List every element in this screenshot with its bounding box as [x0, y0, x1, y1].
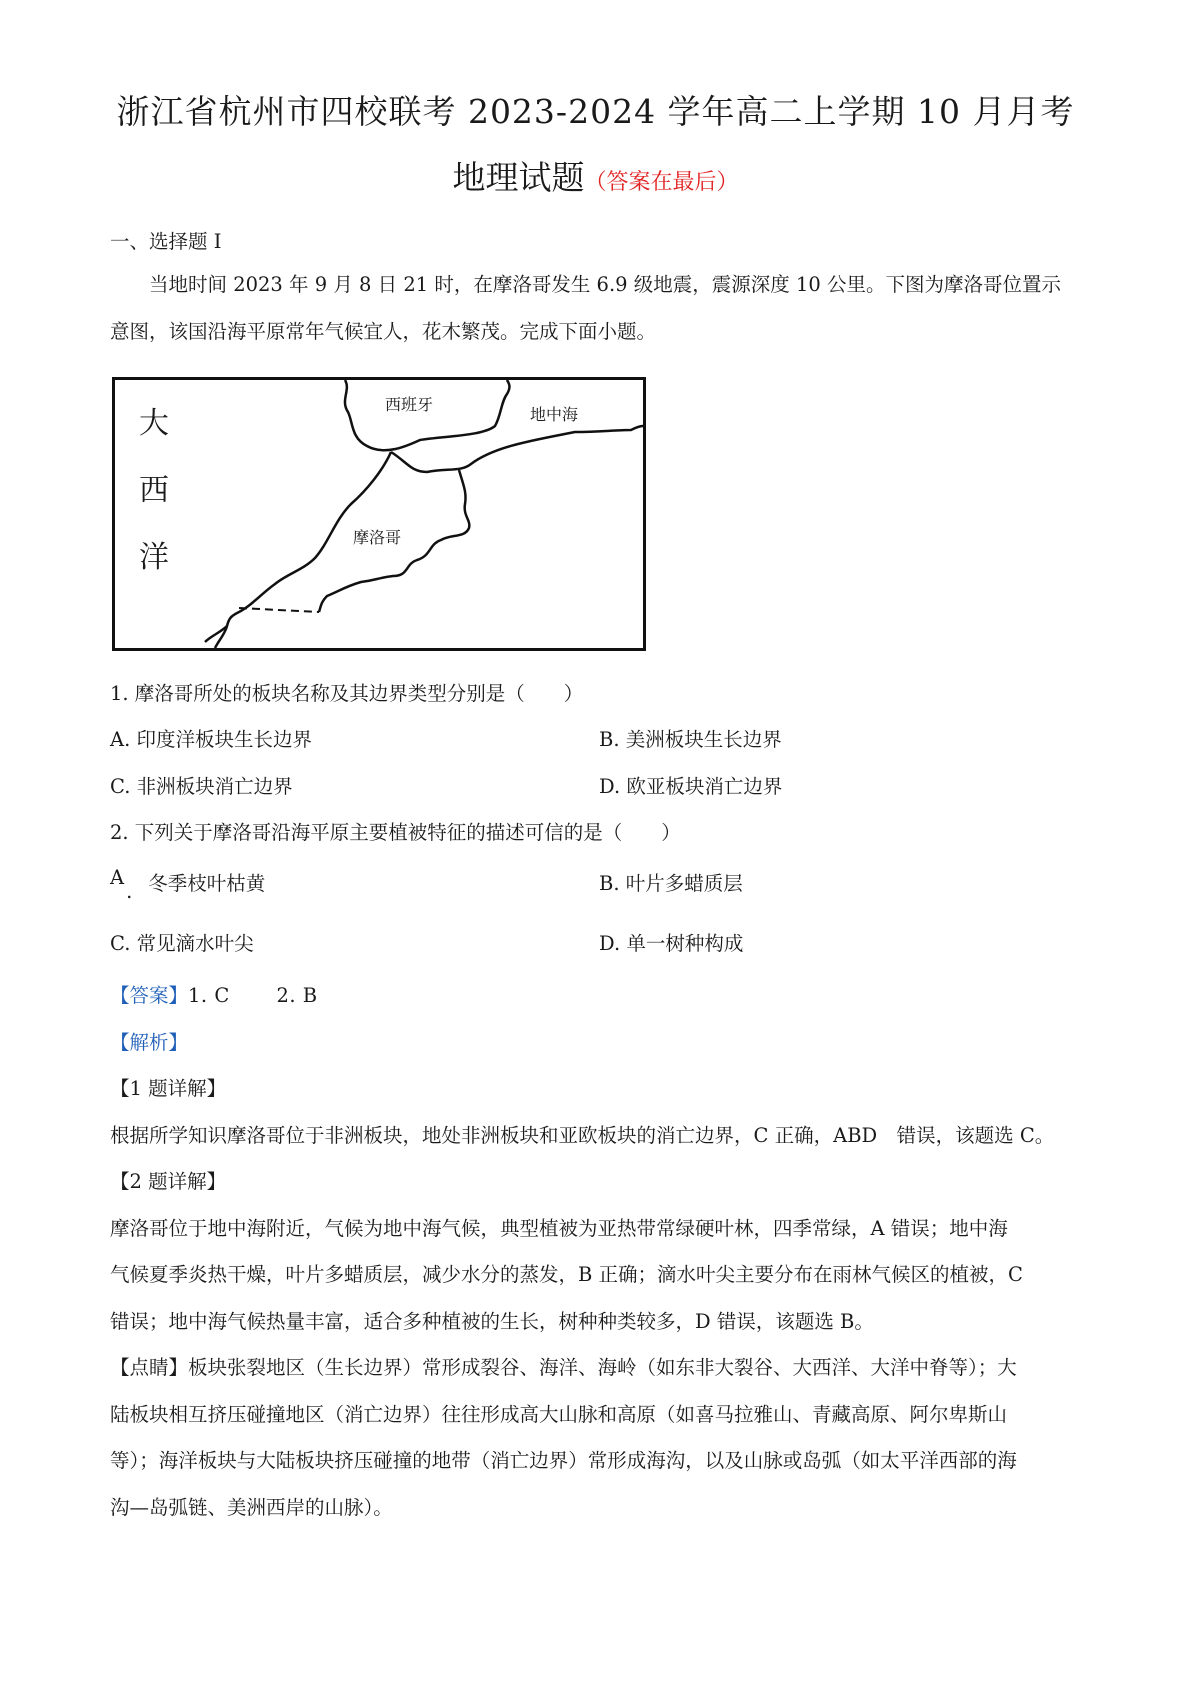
q2-option-d: D. 单一树种构成: [599, 932, 744, 955]
ocean-char-1: 大: [139, 406, 169, 441]
detail-1-text: 根据所学知识摩洛哥位于非洲板块，地处非洲板块和亚欧板块的消亡边界，C 正确，ABD 错误，该题选 C。: [110, 1124, 1055, 1147]
answer-value: 1. C 2. B: [188, 984, 318, 1007]
question-1-stem: 1. 摩洛哥所处的板块名称及其边界类型分别是（ ）: [110, 682, 584, 705]
morocco-location-map: [112, 377, 646, 651]
q1-option-a: A. 印度洋板块生长边界: [110, 728, 312, 751]
q1-option-b: B. 美洲板块生长边界: [599, 728, 782, 751]
section-heading: 一、选择题 I: [110, 230, 222, 253]
q2-option-a-letter: A: [110, 866, 125, 889]
q2-option-b: B. 叶片多蜡质层: [599, 872, 743, 895]
q2-option-a-dot: .: [126, 880, 133, 903]
detail-2-label: 【2 题详解】: [110, 1170, 227, 1193]
label-mediterranean: 地中海: [530, 405, 579, 424]
intro-line-2: 意图，该国沿海平原常年气候宜人，花木繁茂。完成下面小题。: [110, 320, 657, 343]
subtitle-text: 地理试题: [452, 158, 585, 197]
detail-2-line-1: 摩洛哥位于地中海附近，气候为地中海气候，典型植被为亚热带常绿硬叶林，四季常绿，A 错误；地中海: [110, 1217, 1008, 1240]
q1-option-d: D. 欧亚板块消亡边界: [599, 775, 783, 798]
answer-line: [110, 982, 318, 1010]
q1-option-c: C. 非洲板块消亡边界: [110, 775, 293, 798]
page-title: 浙江省杭州市四校联考 2023-2024 学年高二上学期 10 月月考: [116, 92, 1075, 131]
label-morocco: 摩洛哥: [353, 528, 402, 547]
detail-2-line-3: 错误；地中海气候热量丰富，适合多种植被的生长，树种种类较多，D 错误，该题选 B。: [110, 1310, 874, 1333]
question-2-stem: 2. 下列关于摩洛哥沿海平原主要植被特征的描述可信的是（ ）: [110, 821, 681, 844]
intro-line-1: 当地时间 2023 年 9 月 8 日 21 时，在摩洛哥发生 6.9 级地震，震源深度 10 公里。下图为摩洛哥位置示: [149, 273, 1061, 296]
q2-option-c: C. 常见滴水叶尖: [110, 932, 254, 955]
tip-line-3: 等）；海洋板块与大陆板块挤压碰撞的地带（消亡边界）常形成海沟，以及山脉或岛弧（如太平洋西部的海: [110, 1449, 1017, 1472]
detail-2-line-2: 气候夏季炎热干燥，叶片多蜡质层，减少水分的蒸发，B 正确；滴水叶尖主要分布在雨林气候区的植被，C: [110, 1263, 1023, 1286]
ocean-char-3: 洋: [139, 540, 169, 575]
analysis-label: 【解析】: [110, 1031, 189, 1054]
tip-line-2: 陆板块相互挤压碰撞地区（消亡边界）往往形成高大山脉和高原（如喜马拉雅山、青藏高原、阿尔卑斯山: [110, 1403, 1008, 1426]
q2-option-a-text: 冬季枝叶枯黄: [148, 872, 266, 895]
ocean-char-2: 西: [139, 473, 169, 508]
label-spain: 西班牙: [385, 395, 434, 414]
tip-line-1: 【点睛】板块张裂地区（生长边界）常形成裂谷、海洋、海岭（如东非大裂谷、大西洋、大洋中脊等）；大: [110, 1356, 1017, 1379]
page-subtitle: [0, 158, 1191, 203]
detail-1-label: 【1 题详解】: [110, 1077, 227, 1100]
answer-label: 【答案】: [110, 984, 189, 1007]
subtitle-note: （答案在最后）: [584, 170, 739, 195]
tip-line-4: 沟—岛弧链、美洲西岸的山脉）。: [110, 1496, 393, 1519]
q2-option-a: [110, 866, 266, 903]
